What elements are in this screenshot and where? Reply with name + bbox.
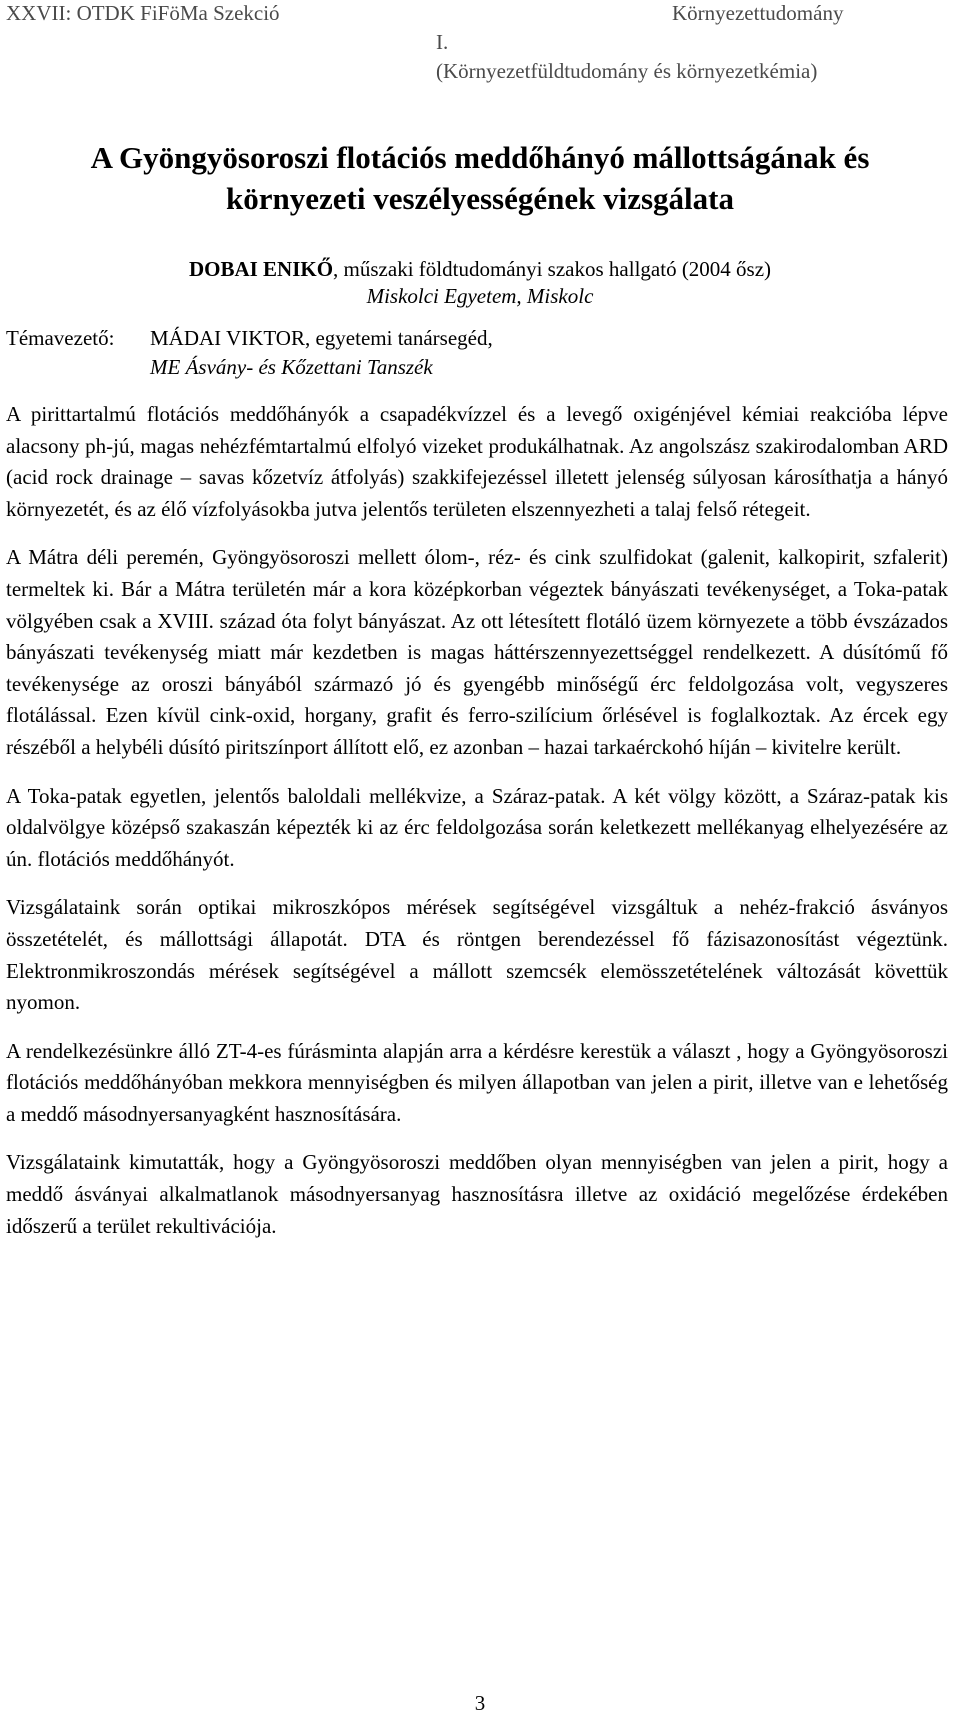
paragraph: A pirittartalmú flotációs meddőhányók a csapadékvízzel és a levegő oxigénjével kémiai reakcióba lépve alacsony ph-jú, magas nehézfémtartalmú elfolyó vizeket produkálhatnak. Az angolszász szakirodalomban ARD (acid rock drainage – savas kőzetvíz átfolyás) szakkifejezéssel illetett jelenség súlyosan károsíthatja a hányó környezetét, és az élő vízfolyásokba jutva jelentős területen elszennyezheti a talaj felső rétegeit. — [6, 402, 948, 521]
author-line — [0, 256, 960, 282]
supervisor-line — [150, 325, 493, 351]
abstract-body — [6, 399, 948, 1259]
supervisor-name: MÁDAI VIKTOR — [150, 326, 305, 350]
document-title — [0, 137, 960, 219]
header-section-subtitle: (Környezetfüldtudomány és környezetkémia) — [436, 59, 818, 83]
paragraph: Vizsgálataink során optikai mikroszkópos mérések segítségével vizsgáltuk a nehéz-frakció ásványos összetételét, és mállottsági állapotát. DTA és röntgen berendezéssel fő fázisazonosítást végeztünk. Elektronmikroszondás mérések segítségével a mállott szemcsék elemösszetételének változását követtük nyomon. — [6, 895, 948, 1015]
page-number: 3 — [474, 1691, 486, 1715]
supervisor-label: Témavezető: — [6, 326, 115, 350]
title-line-2: környezeti veszélyességének vizsgálata — [226, 181, 734, 216]
title-line-1: A Gyöngyösoroszi flotációs meddőhányó mállottságának és — [90, 140, 870, 175]
author-name: DOBAI ENIKŐ — [188, 257, 334, 281]
header-section-name: Környezettudomány — [672, 1, 844, 25]
supervisor-role: , egyetemi tanársegéd, — [304, 326, 493, 350]
header-section-label: XXVII: OTDK FiFöMa Szekció — [6, 1, 280, 25]
author-description: , műszaki földtudományi szakos hallgató (2004 ősz) — [333, 257, 772, 281]
paragraph: A Mátra déli peremén, Gyöngyösoroszi mellett ólom-, réz- és cink szulfidokat (galenit, kalkopirit, szfalerit) termeltek ki. Bár a Mátra területén már a kora középkorban végeztek bányászati tevékenységet, a Toka-patak völgyében csak a XVIII. század óta folyt bányászat. Az ott létesített flotáló üzem környezete a több évszázados bányászati tevékenység miatt már kezdetben is magas háttérszennyezettséggel rendelkezett. A dúsítómű fő tevékenysége az oroszi bányából származó jó és gyengébb minőségű érc feldolgozása volt, vegyszeres flotálással. Ezen kívül cink-oxid, horgany, grafit és ferro-szilícium őrlésével is foglalkoztak. Az ércek egy részéből a helybéli dúsító piritszínport állított elő, ez azonban – hazai tarkaérckohó híján – kivitelre került. — [6, 545, 948, 759]
paragraph: Vizsgálataink kimutatták, hogy a Gyöngyösoroszi meddőben olyan mennyiségben van jelen a pirit, hogy a meddő ásványai alkalmatlanok másodnyersanyag hasznosításra illetve az oxidáció megelőzése érdekében időszerű a terület rekultivációja. — [6, 1150, 948, 1238]
paragraph: A rendelkezésünkre álló ZT-4-es fúrásminta alapján arra a kérdésre kerestük a választ , hogy a Gyöngyösoroszi flotációs meddőhányóban mekkora mennyiségben és milyen állapotban van jelen a pirit, illetve van e lehetőség a meddő másodnyersanyagként hasznosítására. — [6, 1038, 948, 1126]
supervisor-department: ME Ásvány- és Kőzettani Tanszék — [150, 355, 433, 379]
author-affiliation: Miskolci Egyetem, Miskolc — [366, 284, 594, 308]
paragraph: A Toka-patak egyetlen, jelentős baloldali mellékvize, a Száraz-patak. A két völgy között, a Száraz-patak kis oldalvölgye középső szakaszán képezték ki az érc feldolgozása során keletkezett mellékanyag elhelyezésére az ún. flotációs meddőhányót. — [6, 783, 948, 871]
header-section-number: I. — [436, 30, 449, 54]
